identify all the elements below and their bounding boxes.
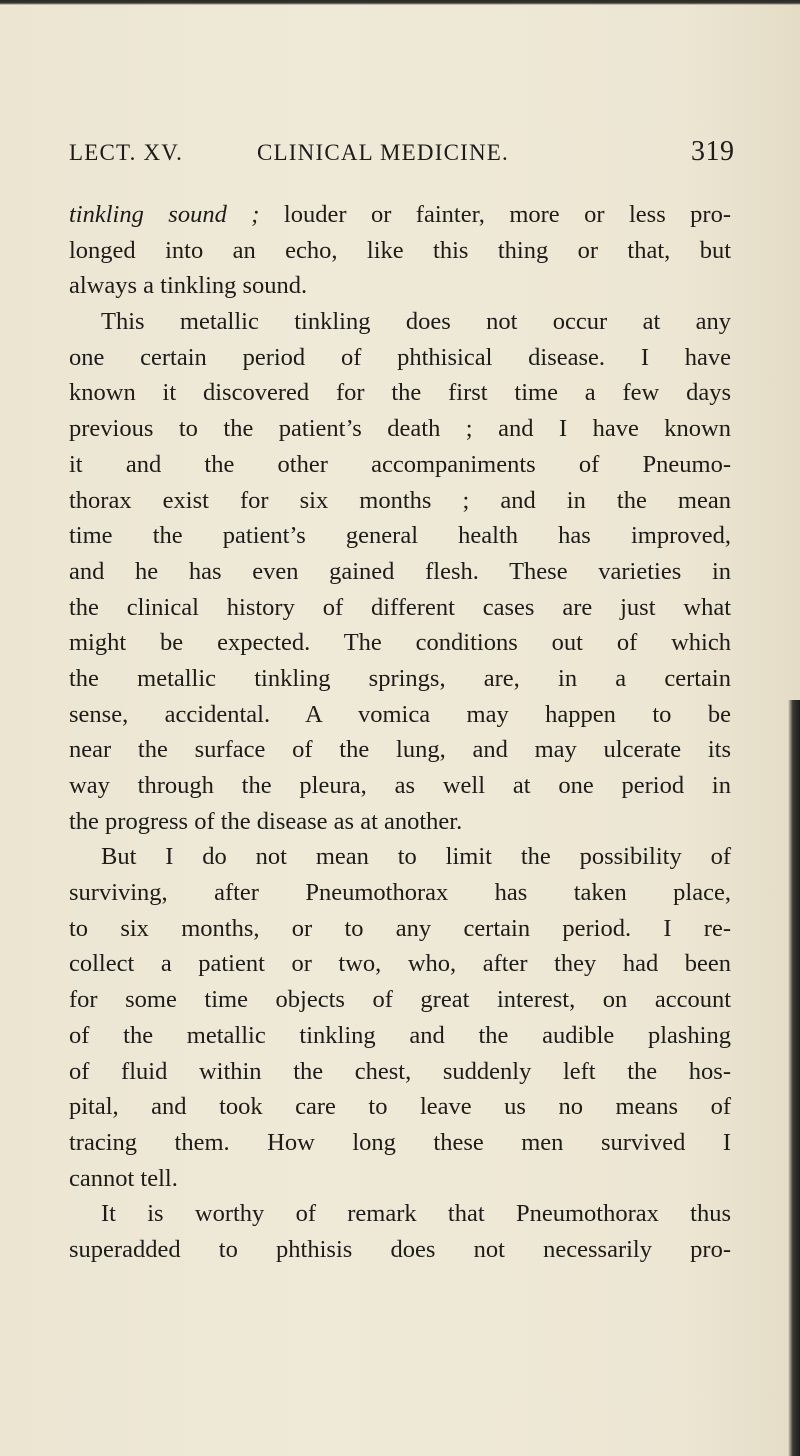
text-line: cannot tell. (69, 1164, 178, 1192)
text-line: tracing them. How long these men survived I (69, 1128, 731, 1156)
text-line: But I do not mean to limit the possibility of (101, 843, 731, 871)
text-line: known it discovered for the first time a few days (69, 379, 731, 407)
header-lecture: LECT. XV. (69, 140, 184, 165)
text-line: might be expected. The conditions out of which (69, 629, 731, 657)
text-line: to six months, or to any certain period. I re- (69, 914, 731, 942)
body-text (69, 197, 731, 1268)
text-line: the metallic tinkling springs, are, in a certain (69, 664, 731, 692)
text-line: the progress of the disease as at another. (69, 807, 463, 835)
italic-phrase: tinkling sound ; (69, 201, 260, 228)
text-line: of the metallic tinkling and the audible plashing (69, 1021, 731, 1049)
text-line: thorax exist for six months ; and in the mean (69, 486, 731, 514)
text-line: one certain period of phthisical disease. I have (69, 343, 731, 371)
text-line: This metallic tinkling does not occur at any (101, 308, 731, 336)
page-top-edge-shadow (0, 0, 800, 5)
text-line: and he has even gained flesh. These varieties in (69, 557, 731, 585)
text-line: for some time objects of great interest, on account (69, 986, 731, 1014)
text-line: near the surface of the lung, and may ulcerate its (69, 736, 731, 764)
text-line: superadded to phthisis does not necessarily pro- (69, 1235, 731, 1263)
text-line: longed into an echo, like this thing or that, but (69, 236, 731, 264)
header-title: CLINICAL MEDICINE. (257, 140, 509, 165)
text-line: previous to the patient’s death ; and I have known (69, 415, 731, 443)
text-line: of fluid within the chest, suddenly left the hos- (69, 1057, 731, 1085)
text-line: the clinical history of different cases are just what (69, 593, 731, 621)
text-line: pital, and took care to leave us no means of (69, 1093, 731, 1121)
text-line: surviving, after Pneumothorax has taken place, (69, 879, 731, 907)
text-line: it and the other accompaniments of Pneumo- (69, 450, 731, 478)
text-line: always a tinkling sound. (69, 272, 308, 300)
page-right-edge-shadow (788, 700, 800, 1456)
text-line: sense, accidental. A vomica may happen to be (69, 700, 731, 728)
text-line: way through the pleura, as well at one period in (69, 772, 731, 799)
text-line: collect a patient or two, who, after they had been (69, 950, 731, 978)
text-line: tinkling sound ; louder or fainter, more or less pro- (69, 201, 732, 228)
running-header (69, 136, 735, 174)
text-line: It is worthy of remark that Pneumothorax thus (101, 1200, 731, 1228)
page-number: 319 (691, 136, 735, 167)
text-line: time the patient’s general health has improved, (69, 522, 731, 550)
